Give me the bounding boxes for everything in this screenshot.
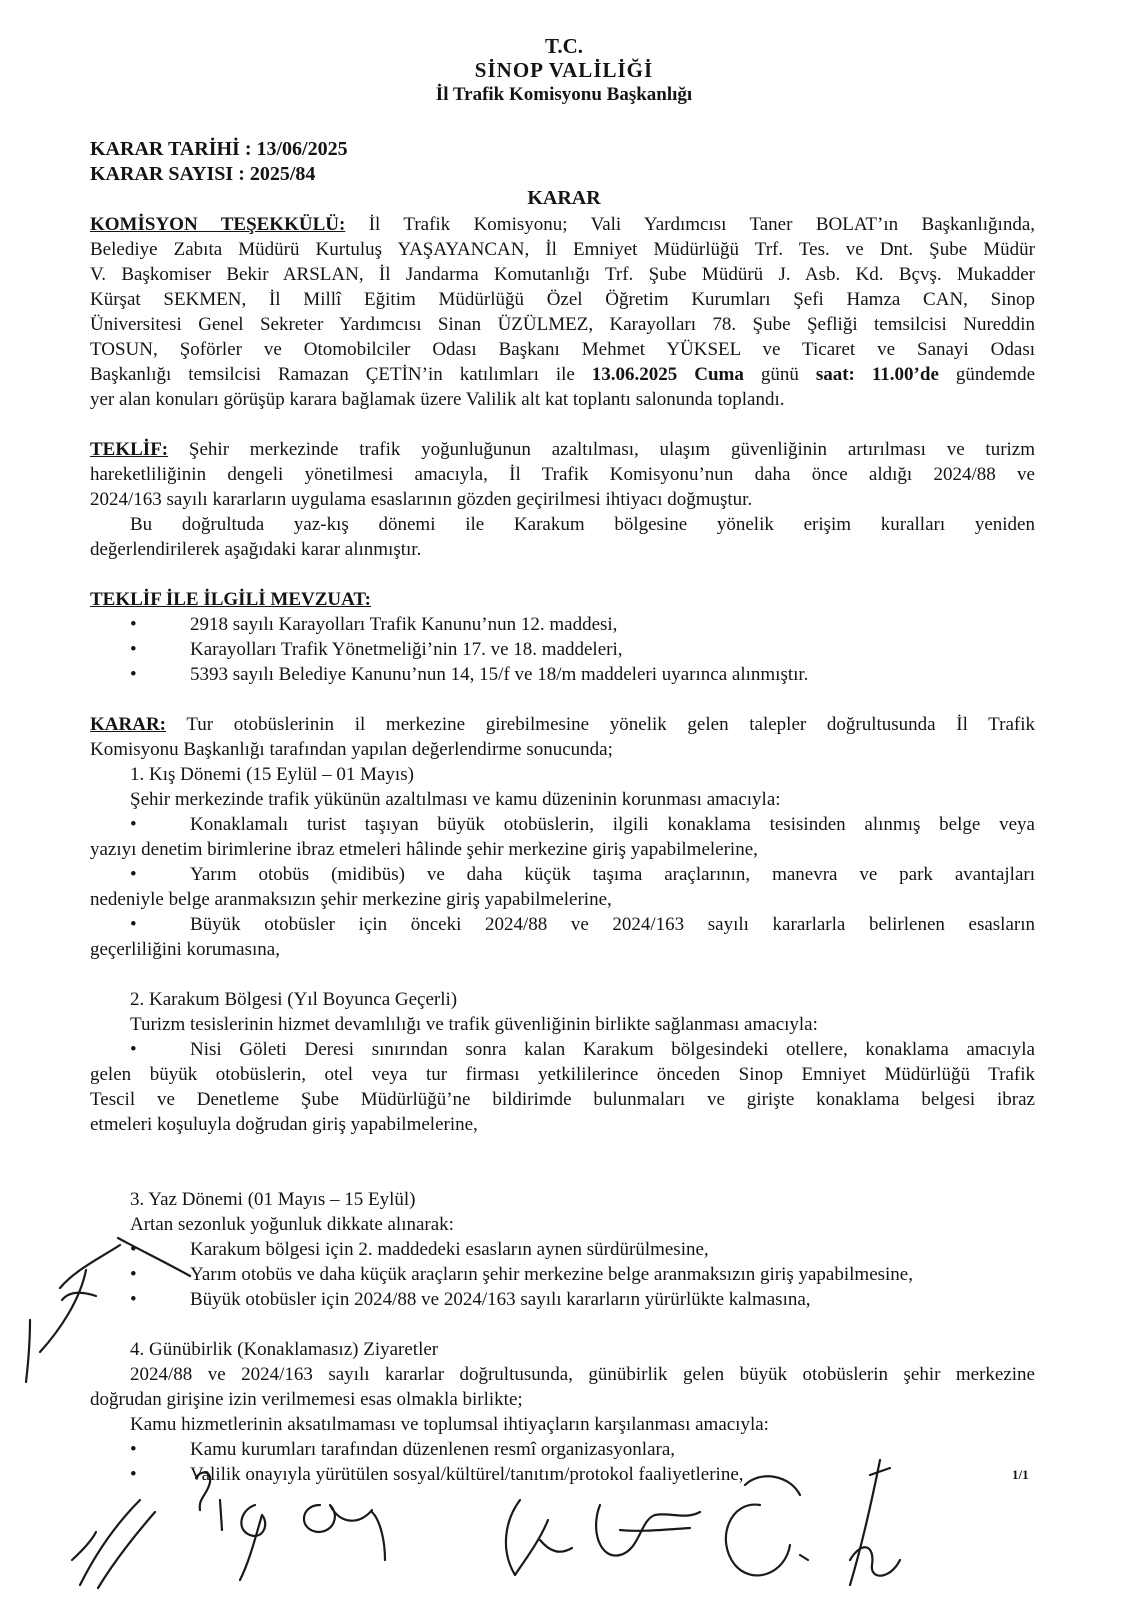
- section-4-intro: Kamu hizmetlerinin aksatılmaması ve toplumsal ihtiyaçların karşılanması amacıyla:: [130, 1414, 769, 1435]
- section-2-intro: Turizm tesislerinin hizmet devamlılığı ve trafik güvenliğinin birlikte sağlanması amacıyla:: [130, 1014, 818, 1035]
- section-4-item: • Kamu kurumları tarafından düzenlenen resmî organizasyonlara,: [190, 1437, 675, 1462]
- section-3-item: • Karakum bölgesi için 2. maddedeki esasların aynen sürdürülmesine,: [190, 1237, 709, 1262]
- page-number: 1/1: [1012, 1467, 1029, 1482]
- bottom-signature-3: [304, 1505, 385, 1560]
- section-3-item: • Yarım otobüs ve daha küçük araçların şehir merkezine belge aranmaksızın giriş yapabilmesine,: [190, 1262, 913, 1287]
- mevzuat-item: • 2918 sayılı Karayolları Trafik Kanunu’nun 12. maddesi,: [190, 612, 617, 637]
- header-tc: T.C.: [544, 34, 584, 58]
- section-1-bullet-2b: nedeniyle belge aranmaksızın şehir merkezine giriş yapabilmelerine,: [90, 889, 612, 910]
- karar-line-2: Komisyonu Başkanlığı tarafından yapılan değerlendirme sonucunda;: [90, 739, 613, 760]
- section-1-bullet-1a: • Konaklamalı turist taşıyan büyük otobüslerin, ilgili konaklama tesisinden alınmış belge veya: [190, 812, 1035, 837]
- karar-tarihi: KARAR TARİHİ : 13/06/2025: [90, 138, 348, 160]
- komisyon-line-4: Kürşat SEKMEN, İl Millî Eğitim Müdürlüğü Özel Öğretim Kurumları Şefi Hamza CAN, Sinop: [90, 289, 1035, 310]
- section-3-item: • Büyük otobüsler için 2024/88 ve 2024/163 sayılı kararların yürürlükte kalmasına,: [190, 1287, 811, 1312]
- karar-label: KARAR:: [90, 714, 166, 735]
- komisyon-line-6: TOSUN, Şoförler ve Otomobilciler Odası Başkanı Mehmet YÜKSEL ve Ticaret ve Sanayi Odası: [90, 339, 1035, 360]
- karar-line-1: KARAR: Tur otobüslerinin il merkezine girebilmesine yönelik gelen talepler doğrultusunda İl Trafik: [90, 714, 1035, 735]
- teklif-label: TEKLİF:: [90, 439, 169, 460]
- document-title: KARAR: [527, 187, 601, 209]
- bottom-signature-7: [850, 1460, 900, 1585]
- section-2-bullet-a: • Nisi Göleti Deresi sınırından sonra kalan Karakum bölgesindeki otellere, konaklama amacıyla: [190, 1037, 1035, 1062]
- bottom-signature-5: [596, 1505, 700, 1556]
- section-4-line-1: 2024/88 ve 2024/163 sayılı kararlar doğrultusunda, günübirlik gelen büyük otobüslerin şehir merkezine: [130, 1364, 1035, 1385]
- karar-sayisi: KARAR SAYISI : 2025/84: [90, 163, 316, 185]
- bottom-signature-1: [72, 1500, 155, 1588]
- komisyon-line-8: yer alan konuları görüşüp karara bağlamak üzere Valilik alt kat toplantı salonunda toplandı.: [90, 389, 785, 410]
- section-2-title: 2. Karakum Bölgesi (Yıl Boyunca Geçerli): [130, 989, 458, 1010]
- teklif-line-1: TEKLİF: Şehir merkezinde trafik yoğunluğunun azaltılması, ulaşım güvenliğinin artırılması ve turizm: [90, 439, 1036, 460]
- section-1-title: 1. Kış Dönemi (15 Eylül – 01 Mayıs): [130, 764, 414, 785]
- section-1-bullet-3b: geçerliliğini korumasına,: [90, 939, 280, 960]
- komisyon-line-1: KOMİSYON TEŞEKKÜLÜ: İl Trafik Komisyonu; Vali Yardımcısı Taner BOLAT’ın Başkanlığında,: [90, 214, 1035, 235]
- section-2-bullet-c: Tescil ve Denetleme Şube Müdürlüğü’ne bildirimde bulunmaları ve girişte konaklama belgesi ibraz: [90, 1089, 1035, 1110]
- section-4-item: • Valilik onayıyla yürütülen sosyal/kültürel/tanıtım/protokol faaliyetlerine,: [190, 1462, 744, 1487]
- komisyon-line-7: Başkanlığı temsilcisi Ramazan ÇETİN’in katılımları ile 13.06.2025 Cuma günü saat: 11.00’de gündemde: [90, 364, 1036, 385]
- mevzuat-item: • Karayolları Trafik Yönetmeliği’nin 17. ve 18. maddeleri,: [190, 637, 623, 662]
- section-1-bullet-3a: • Büyük otobüsler için önceki 2024/88 ve 2024/163 sayılı kararlarla belirlenen esasların: [190, 912, 1035, 937]
- section-2-bullet-d: etmeleri koşuluyla doğrudan giriş yapabilmelerine,: [90, 1114, 478, 1135]
- section-4-line-2: doğrudan girişine izin verilmemesi esas olmakla birlikte;: [90, 1389, 523, 1410]
- mevzuat-item: • 5393 sayılı Belediye Kanunu’nun 14, 15/f ve 18/m maddeleri uyarınca alınmıştır.: [190, 662, 808, 687]
- teklif-line-4: Bu doğrultuda yaz-kış dönemi ile Karakum bölgesine yönelik erişim kuralları yeniden: [130, 514, 1035, 535]
- bottom-signature-4: [506, 1500, 572, 1575]
- bottom-signature-6: [726, 1476, 808, 1575]
- section-4-title: 4. Günübirlik (Konaklamasız) Ziyaretler: [130, 1339, 439, 1360]
- bottom-signature-2: [196, 1472, 265, 1580]
- header-valilik: SİNOP VALİLİĞİ: [474, 58, 654, 82]
- teklif-line-5: değerlendirilerek aşağıdaki karar alınmıştır.: [90, 539, 422, 560]
- komisyon-label: KOMİSYON TEŞEKKÜLÜ:: [90, 214, 346, 235]
- section-1-bullet-1b: yazıyı denetim birimlerine ibraz etmeleri hâlinde şehir merkezine giriş yapabilmelerine,: [90, 839, 758, 860]
- header-baskanlik: İl Trafik Komisyonu Başkanlığı: [435, 84, 693, 105]
- section-2-bullet-b: gelen büyük otobüslerin, otel veya tur firması yetkililerince önceden Sinop Emniyet Müdürlüğü Trafik: [90, 1064, 1035, 1085]
- komisyon-line-5: Üniversitesi Genel Sekreter Yardımcısı Sinan ÜZÜLMEZ, Karayolları 78. Şube Şefliği temsilcisi Nureddin: [90, 314, 1035, 335]
- meeting-time: saat: 11.00’de: [815, 364, 939, 385]
- teklif-line-2: hareketliliğinin dengeli yönetilmesi amacıyla, İl Trafik Komisyonu’nun daha önce aldığı 2024/88 ve: [90, 464, 1035, 485]
- teklif-line-3: 2024/163 sayılı kararların uygulama esaslarının gözden geçirilmesi ihtiyacı doğmuştur.: [90, 489, 753, 510]
- komisyon-line-2: Belediye Zabıta Müdürü Kurtuluş YAŞAYANCAN, İl Emniyet Müdürlüğü Trf. Tes. ve Dnt. Şube Müdür: [90, 239, 1035, 260]
- section-1-bullet-2a: • Yarım otobüs (midibüs) ve daha küçük taşıma araçlarının, manevra ve park avantajları: [190, 862, 1035, 887]
- meeting-date: 13.06.2025 Cuma: [591, 364, 744, 385]
- section-1-intro: Şehir merkezinde trafik yükünün azaltılması ve kamu düzeninin korunması amacıyla:: [130, 789, 781, 810]
- section-3-title: 3. Yaz Dönemi (01 Mayıs – 15 Eylül): [130, 1189, 416, 1210]
- komisyon-line-3: V. Başkomiser Bekir ARSLAN, İl Jandarma Komutanlığı Trf. Şube Müdürü J. Asb. Kd. Bçvş. Mukadder: [90, 264, 1035, 285]
- section-3-intro: Artan sezonluk yoğunluk dikkate alınarak:: [130, 1214, 454, 1235]
- mevzuat-label: TEKLİF İLE İLGİLİ MEVZUAT:: [90, 589, 372, 610]
